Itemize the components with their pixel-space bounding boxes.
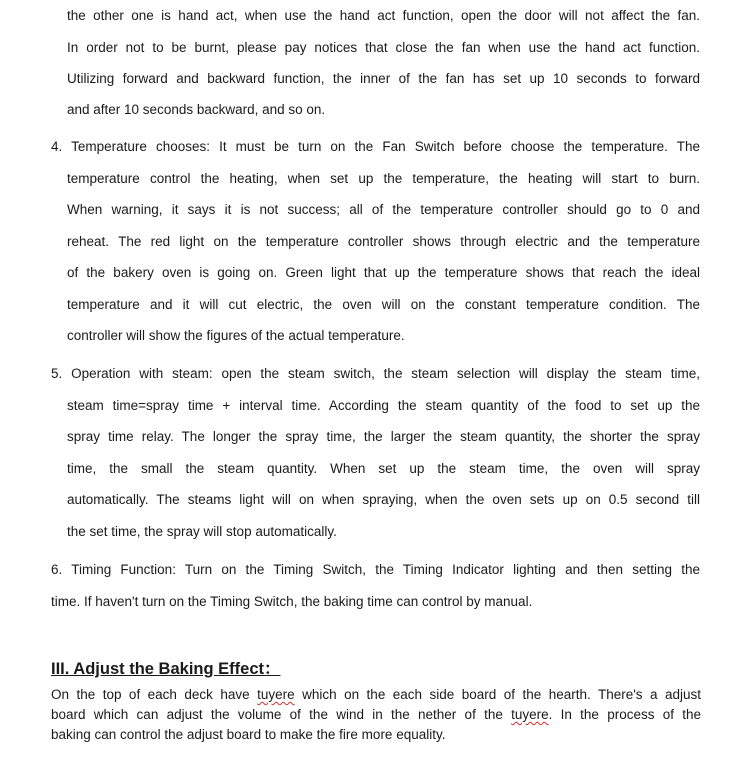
section-heading: III. Adjust the Baking Effect： xyxy=(51,660,281,678)
item5-line-5: automatically. The steams light will on when spraying, when the oven sets up on 0.5 second till xyxy=(67,492,700,507)
item4-line-1: 4. Temperature chooses: It must be turn on the Fan Switch before choose the temperature. The xyxy=(51,139,700,154)
item5-line-2: steam time=spray time + interval time. According the steam quantity of the food to set up the xyxy=(67,398,700,413)
spellcheck-word: tuyere xyxy=(511,707,549,722)
item3-line-3: Utilizing forward and backward function, the inner of the fan has set up 10 seconds to forward xyxy=(67,71,700,86)
item6-line-2: time. If haven't turn on the Timing Switch, the baking time can control by manual. xyxy=(51,594,533,609)
item6-line-1: 6. Timing Function: Turn on the Timing Switch, the Timing Indicator lighting and then setting the xyxy=(51,562,700,577)
item5-line-3: spray time relay. The longer the spray time, the larger the steam quantity, the shorter the spray xyxy=(67,429,700,444)
text-span: board which can adjust the volume of the wind in the nether of the xyxy=(51,707,512,722)
item5-line-4: time, the small the steam quantity. When set up the steam time, the oven will spray xyxy=(67,461,700,476)
item3-line-4: and after 10 seconds backward, and so on. xyxy=(67,102,326,117)
item4-line-5: of the bakery oven is going on. Green light that up the temperature shows that reach the ideal xyxy=(67,265,700,280)
item4-line-4: reheat. The red light on the temperature controller shows through electric and the temperature xyxy=(67,234,700,249)
item5-line-1: 5. Operation with steam: open the steam switch, the steam selection will display the steam time, xyxy=(51,366,700,381)
spellcheck-word: tuyere xyxy=(257,687,295,702)
section3-line-2 xyxy=(51,707,701,722)
item3-line-1: the other one is hand act, when use the hand act function, open the door will not affect the fan. xyxy=(67,8,700,23)
item4-line-2: temperature control the heating, when set up the temperature, the heating will start to burn. xyxy=(67,171,700,186)
item4-line-6: temperature and it will cut electric, the oven will on the constant temperature condition. The xyxy=(67,297,700,312)
section3-line-3: baking can control the adjust board to make the fire more equality. xyxy=(51,727,446,742)
text-span: On the top of each deck have xyxy=(51,687,258,702)
text-span: . In the process of the xyxy=(548,707,702,722)
text-span: which on the each side board of the hearth. There's a adjust xyxy=(294,687,701,702)
item4-line-7: controller will show the figures of the actual temperature. xyxy=(67,328,405,343)
section3-line-1 xyxy=(51,687,701,702)
item3-line-2: In order not to be burnt, please pay notices that close the fan when use the hand act function. xyxy=(67,40,700,55)
item4-line-3: When warning, it says it is not success; all of the temperature controller should go to 0 and xyxy=(67,202,700,217)
item5-line-6: the set time, the spray will stop automatically. xyxy=(67,524,337,539)
